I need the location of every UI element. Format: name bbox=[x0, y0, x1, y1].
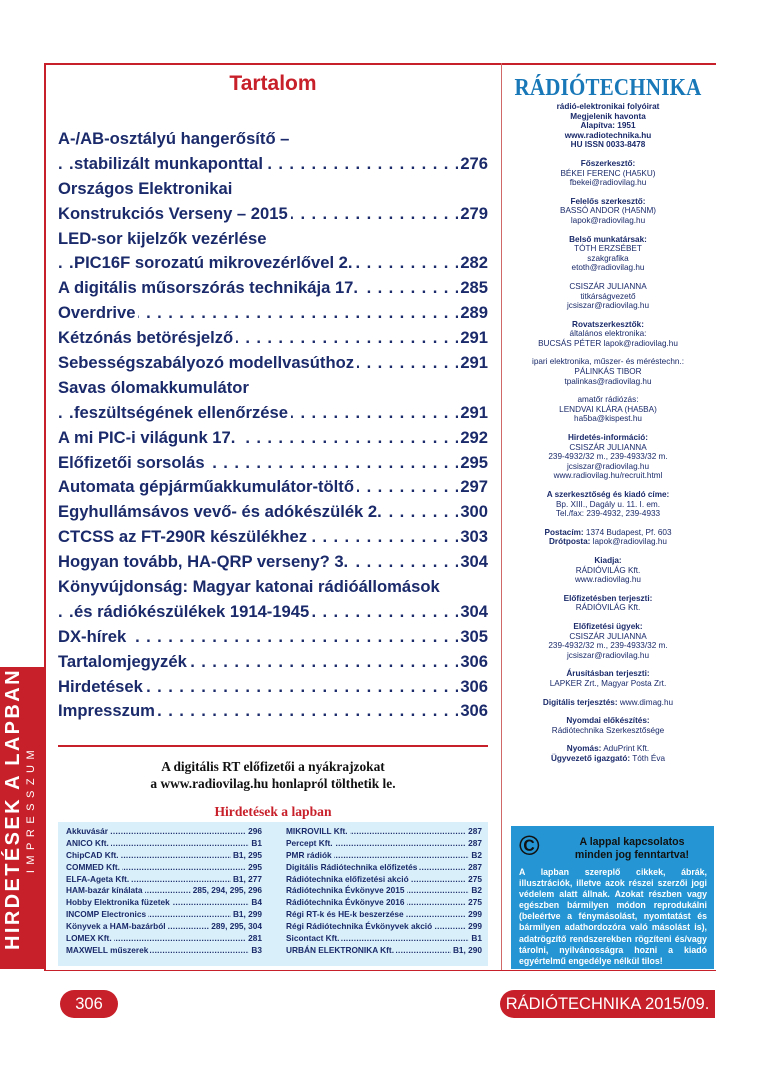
impressum-block bbox=[508, 490, 708, 519]
toc-entry bbox=[58, 575, 488, 600]
toc-entry-title: Impresszum bbox=[58, 701, 158, 720]
impressum-block-line bbox=[508, 698, 708, 708]
toc-entry-page: 292 bbox=[458, 426, 488, 451]
ad-entry-page: B4 bbox=[251, 897, 262, 908]
toc-entry-title: A digitális műsorszórás technikája 17. bbox=[58, 278, 361, 297]
ad-entry-name: Régi RT-k és HE-k beszerzése bbox=[286, 909, 404, 920]
impressum-block-line: lapok@radiovilag.hu bbox=[570, 215, 646, 225]
impressum-block-line: jcsiszar@radiovilag.hu bbox=[566, 650, 650, 660]
impressum-block bbox=[508, 433, 708, 481]
ad-entry-name: ChipCAD Kft. bbox=[66, 849, 119, 860]
toc-entry-title: PIC16F sorozatú mikrovezérlővel 2. bbox=[74, 253, 356, 272]
toc-entry bbox=[58, 301, 488, 326]
ad-entry bbox=[286, 862, 482, 874]
impressum-block bbox=[508, 395, 708, 424]
toc-entry-page: 291 bbox=[458, 351, 488, 376]
impressum-block-line: jcsiszar@radiovilag.hu bbox=[566, 461, 650, 471]
impressum-block-line: fbekei@radiovilag.hu bbox=[569, 178, 647, 188]
impressum-block-line: 239-4932/32 m., 239-4933/32 m. bbox=[548, 641, 668, 651]
impressum-intro-line: Megjelenik havonta bbox=[570, 111, 646, 121]
toc-entry-title: Országos Elektronikai bbox=[58, 179, 235, 198]
toc-entry-page: 276 bbox=[458, 152, 488, 177]
ad-entry bbox=[286, 874, 482, 886]
ad-entry bbox=[66, 909, 262, 921]
toc-entry bbox=[58, 550, 488, 575]
impressum-block-line: ha5ba@kispest.hu bbox=[574, 414, 642, 424]
magazine-logo: RÁDIÓTECHNIKA bbox=[514, 73, 702, 101]
impressum-block bbox=[508, 197, 708, 226]
impressum-block-heading: Belső munkatársak: bbox=[569, 234, 647, 244]
impressum-block-line: Bp. XIII., Dagály u. 11. I. em. bbox=[555, 499, 661, 509]
impressum-block bbox=[508, 320, 708, 349]
toc-entry-page: 282 bbox=[458, 251, 488, 276]
impressum-block-line: PÁLINKÁS TIBOR bbox=[574, 367, 642, 377]
download-note-line-1: A digitális RT előfizetői a nyákrajzokat bbox=[161, 759, 385, 774]
ad-entry-page: B1, 277 bbox=[232, 873, 262, 884]
ad-entry-name: INCOMP Electronics bbox=[66, 909, 147, 920]
ad-entry-page: 295 bbox=[248, 861, 262, 872]
ad-entry-name: Rádiótechnika Évkönyve 2016 bbox=[286, 897, 405, 908]
impressum-block-heading: Főszerkesztő: bbox=[580, 158, 636, 168]
ad-entry-name: Rádiótechnika előfizetési akció bbox=[286, 873, 409, 884]
ad-entry-page: 287 bbox=[468, 837, 482, 848]
ad-entry-page: 299 bbox=[468, 909, 482, 920]
impressum-intro-line: HU ISSN 0033-8478 bbox=[570, 140, 646, 150]
impressum-block-line: RÁDIÓVILÁG Kft. bbox=[575, 603, 641, 613]
toc-entry bbox=[58, 351, 488, 376]
ad-entry-name: MIKROVILL Kft. bbox=[286, 826, 348, 836]
impressum-block-line: BUCSÁS PÉTER lapok@radiovilag.hu bbox=[538, 338, 678, 348]
toc-entry bbox=[58, 276, 488, 301]
toc-entry-page: 305 bbox=[458, 625, 488, 650]
toc-entry bbox=[58, 500, 488, 525]
ads-title: Hirdetések a lapban bbox=[214, 804, 332, 819]
toc-entry-title: Egyhullámsávos vevő- és adókészülék 2. bbox=[58, 502, 385, 521]
ad-entry bbox=[66, 838, 262, 850]
ad-entry-name: Könyvek a HAM-bazárból bbox=[66, 921, 166, 932]
toc-entry bbox=[58, 376, 488, 401]
toc-entry-page: 306 bbox=[458, 675, 488, 700]
impressum-block-line: TÓTH ERZSÉBET bbox=[574, 244, 642, 254]
impressum-line-value: lapok@radiovilag.hu bbox=[590, 537, 667, 547]
impressum-block bbox=[508, 744, 708, 763]
ad-entry bbox=[286, 826, 482, 838]
toc-entry bbox=[58, 699, 488, 724]
ad-entry bbox=[286, 850, 482, 862]
ad-entry bbox=[286, 909, 482, 921]
ad-entry-page: 281 bbox=[248, 933, 262, 944]
impressum-block bbox=[508, 556, 708, 585]
impressum-line-label: Postacím: bbox=[544, 527, 584, 537]
toc-title: Tartalom bbox=[229, 72, 317, 95]
toc-divider bbox=[58, 745, 488, 747]
impressum-block-line bbox=[508, 528, 708, 538]
download-note bbox=[58, 758, 488, 792]
impressum-block bbox=[508, 282, 708, 311]
impressum-line-label: Digitális terjesztés: bbox=[542, 697, 618, 707]
ad-entry-page: 275 bbox=[468, 897, 482, 908]
ad-entry-name: LOMEX Kft. bbox=[66, 933, 112, 944]
copyright-icon: © bbox=[519, 830, 540, 861]
toc-entry-page: 295 bbox=[458, 451, 488, 476]
impressum-block bbox=[508, 594, 708, 613]
toc-entry-title: Könyvújdonság: Magyar katonai rádióállomások bbox=[58, 577, 443, 596]
impressum-block bbox=[508, 669, 708, 688]
toc-entry-page: 304 bbox=[458, 550, 488, 575]
ad-entry-name: HAM-bazár kínálata bbox=[66, 885, 143, 896]
toc-entry-title: DX-hírek bbox=[58, 627, 129, 646]
ad-entry-page: 289, 295, 304 bbox=[211, 921, 262, 932]
toc-entry bbox=[58, 251, 488, 276]
impressum-intro-line: www.radiotechnika.hu bbox=[564, 130, 652, 140]
toc-entry bbox=[58, 326, 488, 351]
toc-entry-title: Konstrukciós Verseny – 2015 bbox=[58, 204, 291, 223]
ad-entry bbox=[286, 945, 482, 957]
toc-entry bbox=[58, 525, 488, 550]
page-number: 306 bbox=[60, 990, 118, 1018]
ad-entry-page: B1 bbox=[471, 933, 482, 944]
top-rule bbox=[44, 63, 716, 65]
toc-entry-title: Overdrive bbox=[58, 303, 138, 322]
impressum-block-line: www.radiovilag.hu bbox=[575, 575, 641, 585]
toc-entry-title: LED-sor kijelzők vezérlése bbox=[58, 229, 269, 248]
copyright-box bbox=[511, 826, 714, 969]
toc-entry-page: 306 bbox=[458, 699, 488, 724]
impressum-block-heading: Hirdetés-információ: bbox=[567, 433, 649, 443]
ad-entry-page: B2 bbox=[471, 885, 482, 896]
toc-entry-title: Automata gépjárműakkumulátor-töltő bbox=[58, 477, 357, 496]
ad-entry bbox=[66, 874, 262, 886]
toc-entry-title: A mi PIC-i világunk 17. bbox=[58, 428, 238, 447]
toc-entry bbox=[58, 451, 488, 476]
ad-entry-name: ELFA-Ageta Kft. bbox=[66, 873, 130, 884]
copyright-heading-1: A lappal kapcsolatos bbox=[579, 836, 685, 848]
ad-entry-page: B1, 290 bbox=[452, 944, 482, 955]
toc-entry-page: 289 bbox=[458, 301, 488, 326]
toc-entry bbox=[58, 127, 488, 152]
impressum-block-line: CSISZÁR JULIANNA bbox=[569, 281, 647, 291]
impressum-block-line: LAPKER Zrt., Magyar Posta Zrt. bbox=[549, 678, 667, 688]
toc-entry bbox=[58, 401, 488, 426]
copyright-text: A lapban szereplő cikkek, ábrák, illusztrációk, illetve azok részei szerzői jogi védelem alatt állnak. Azokat részben vagy egészben bármilyen módon reprodukálni (beleértve a fénymásolást, nyomtatást és bármilyen adathordozóra való másolást is), adatrögzítő rendszerekben rögzíteni és/vagy tárolni, nyilvánosságra hozni a kiadó egyértelmű engedélye nélkül tilos! bbox=[519, 867, 707, 966]
copyright-heading bbox=[555, 836, 709, 862]
column-divider bbox=[501, 63, 502, 971]
impressum-line-value: AduPrint Kft. bbox=[601, 744, 650, 754]
impressum-block-line: CSISZÁR JULIANNA bbox=[569, 442, 647, 452]
impressum-block-line: szakgrafika bbox=[587, 253, 629, 263]
ads-column-2 bbox=[286, 826, 482, 957]
ad-entry-name: Digitális Rádiótechnika előfizetés bbox=[286, 861, 418, 872]
impressum-block-heading: A szerkesztőség és kiadó címe: bbox=[546, 490, 670, 499]
toc-entry bbox=[58, 675, 488, 700]
ad-entry-page: B1, 295 bbox=[232, 849, 262, 860]
impressum-block-line: ipari elektronika, műszer- és méréstechn.: bbox=[532, 357, 684, 367]
toc-entry bbox=[58, 625, 488, 650]
toc-entry bbox=[58, 177, 488, 202]
toc-entry-title: Savas ólomakkumulátor bbox=[58, 378, 252, 397]
impressum-line-value: Tóth Éva bbox=[630, 753, 666, 763]
ad-entry-page: 285, 294, 295, 296 bbox=[192, 885, 262, 896]
impressum-block bbox=[508, 716, 708, 735]
toc-entry bbox=[58, 600, 488, 625]
ad-entry-name: Akkuvásár bbox=[66, 826, 108, 836]
impressum-block-line: titkárságvezető bbox=[580, 291, 636, 301]
impressum-block-line: Tel./fax: 239-4932, 239-4933 bbox=[555, 509, 661, 519]
impressum-line-label: Nyomás: bbox=[566, 744, 602, 754]
toc-entry bbox=[58, 426, 488, 451]
impressum-block-line: általános elektronika: bbox=[569, 329, 647, 339]
ad-entry bbox=[66, 897, 262, 909]
ad-entry-name: PMR rádiók bbox=[286, 849, 332, 860]
impressum-block-heading: Nyomdai előkészítés: bbox=[566, 716, 650, 726]
toc-entry-title: Tartalomjegyzék bbox=[58, 652, 190, 671]
ad-entry-page: 296 bbox=[248, 826, 262, 836]
ad-entry-name: ANICO Kft. bbox=[66, 837, 109, 848]
impressum-block-line: RÁDIÓVILÁG Kft. bbox=[575, 565, 641, 575]
toc-entry-page: 279 bbox=[458, 202, 488, 227]
impressum-block bbox=[508, 235, 708, 273]
toc-entry-title: Kétzónás betörésjelző bbox=[58, 328, 236, 347]
toc-entry bbox=[58, 475, 488, 500]
impressum-line-label: Drótposta: bbox=[549, 537, 591, 547]
toc-entry-page: 304 bbox=[458, 600, 488, 625]
impressum-block bbox=[508, 698, 708, 708]
side-tab-subtitle: IMPRESSZUM bbox=[25, 744, 37, 874]
ad-entry-page: B1 bbox=[251, 837, 262, 848]
toc-entry bbox=[58, 152, 488, 177]
impressum-intro-line: Alapítva: 1951 bbox=[580, 121, 636, 131]
ad-entry-page: 299 bbox=[468, 921, 482, 932]
toc-entry-page: 285 bbox=[458, 276, 488, 301]
impressum-block bbox=[508, 622, 708, 660]
ad-entry-name: Rádiótechnika Évkönyve 2015 bbox=[286, 885, 405, 896]
ad-entry bbox=[286, 885, 482, 897]
toc-list bbox=[58, 127, 488, 724]
toc-entry-title: feszültségének ellenőrzése bbox=[74, 403, 291, 422]
impressum-block-line: BÉKEI FERENC (HA5KU) bbox=[560, 168, 656, 178]
ad-entry bbox=[66, 862, 262, 874]
impressum-block-line: jcsiszar@radiovilag.hu bbox=[566, 301, 650, 311]
ad-entry bbox=[286, 838, 482, 850]
impressum-block-heading: Kiadja: bbox=[594, 555, 622, 565]
toc-entry-page: 291 bbox=[458, 401, 488, 426]
ad-entry-page: B1, 299 bbox=[232, 909, 262, 920]
ad-entry-name: Hobby Elektronika füzetek bbox=[66, 897, 170, 908]
toc-entry-title: Sebességszabályozó modellvasúthoz bbox=[58, 353, 357, 372]
ad-entry-page: 287 bbox=[468, 826, 482, 836]
impressum-block-line: 239-4932/32 m., 239-4933/32 m. bbox=[548, 452, 668, 462]
impressum-line-value: 1374 Budapest, Pf. 603 bbox=[583, 527, 672, 537]
ads-column-1 bbox=[66, 826, 262, 957]
toc-entry-title: Előfizetői sorsolás bbox=[58, 453, 208, 472]
impressum-block bbox=[508, 528, 708, 547]
ad-entry bbox=[286, 933, 482, 945]
impressum-block-line: www.radiovilag.hu/recruit.html bbox=[553, 471, 663, 481]
impressum-block-line: amatőr rádiózás: bbox=[577, 395, 639, 405]
toc-entry-page: 306 bbox=[458, 650, 488, 675]
ad-entry-page: 287 bbox=[468, 861, 482, 872]
copyright-heading-2: minden jog fenntartva! bbox=[574, 849, 690, 861]
bottom-rule bbox=[44, 970, 716, 971]
ad-entry-page: B3 bbox=[251, 944, 262, 955]
impressum-block-line: CSISZÁR JULIANNA bbox=[569, 631, 647, 641]
impressum-block-heading: Árusításban terjeszti: bbox=[566, 669, 650, 679]
ad-entry bbox=[66, 850, 262, 862]
impressum-block-line bbox=[508, 744, 708, 754]
impressum-block-line bbox=[508, 537, 708, 547]
toc-entry-title: Hirdetések bbox=[58, 677, 146, 696]
impressum-block-line: BASSÓ ANDOR (HA5NM) bbox=[560, 206, 656, 216]
impressum-block-heading: Rovatszerkesztők: bbox=[572, 319, 644, 329]
toc-entry bbox=[58, 650, 488, 675]
ad-entry bbox=[286, 897, 482, 909]
toc-entry bbox=[58, 202, 488, 227]
impressum-block-line: LENDVAI KLÁRA (HA5BA) bbox=[559, 404, 657, 414]
impressum-intro-line: rádió-elektronikai folyóirat bbox=[556, 102, 660, 111]
toc-entry-title: A-/AB-osztályú hangerősítő – bbox=[58, 129, 292, 148]
impressum-block-line: etoth@radiovilag.hu bbox=[571, 263, 645, 273]
toc-entry bbox=[58, 227, 488, 252]
ad-entry-page: 275 bbox=[468, 873, 482, 884]
impressum bbox=[508, 74, 708, 772]
download-note-line-2: a www.radiovilag.hu honlapról tölthetik le. bbox=[150, 776, 396, 791]
ad-entry bbox=[66, 921, 262, 933]
ad-entry-name: Percept Kft. bbox=[286, 837, 333, 848]
ad-entry bbox=[66, 826, 262, 838]
ad-entry bbox=[66, 945, 262, 957]
ad-entry-name: Régi Rádiótechnika Évkönyvek akció bbox=[286, 921, 433, 932]
toc-entry-title: és rádiókészülékek 1914-1945 bbox=[74, 602, 312, 621]
toc-entry-page: 300 bbox=[458, 500, 488, 525]
ad-entry-name: MAXWELL műszerek bbox=[66, 944, 149, 955]
impressum-intro bbox=[508, 102, 708, 150]
impressum-block-line: Rádiótechnika Szerkesztősége bbox=[551, 725, 665, 735]
toc-entry-title: stabilizált munkaponttal bbox=[74, 154, 266, 173]
ad-entry-name: COMMED Kft. bbox=[66, 861, 120, 872]
impressum-line-label: Ügyvezető igazgató: bbox=[550, 753, 631, 763]
impressum-block bbox=[508, 357, 708, 386]
impressum-block-heading: Előfizetési ügyek: bbox=[573, 621, 643, 631]
impressum-block-line: tpalinkas@radiovilag.hu bbox=[564, 376, 652, 386]
impressum-block-heading: Felelős szerkesztő: bbox=[570, 196, 646, 206]
ad-entry bbox=[66, 933, 262, 945]
toc-entry-page: 291 bbox=[458, 326, 488, 351]
toc-entry-page: 297 bbox=[458, 475, 488, 500]
toc-entry-title: CTCSS az FT-290R készülékhez bbox=[58, 527, 310, 546]
ad-entry-name: URBÁN ELEKTRONIKA Kft. bbox=[286, 944, 395, 955]
ad-entry bbox=[286, 921, 482, 933]
impressum-line-value: www.dimag.hu bbox=[617, 697, 674, 707]
impressum-block bbox=[508, 159, 708, 188]
toc-entry-title: Hogyan tovább, HA-QRP verseny? 3. bbox=[58, 552, 351, 571]
footer-magazine-issue: RÁDIÓTECHNIKA 2015/09. bbox=[500, 990, 715, 1018]
ad-entry-page: B2 bbox=[471, 849, 482, 860]
toc-entry-page: 303 bbox=[458, 525, 488, 550]
side-tab-title: HIRDETÉSEK A LAPBAN bbox=[2, 668, 24, 950]
ad-entry-name: Sicontact Kft. bbox=[286, 933, 340, 944]
ad-entry bbox=[66, 885, 262, 897]
impressum-block-line bbox=[508, 754, 708, 764]
impressum-block-heading: Előfizetésben terjeszti: bbox=[563, 593, 653, 603]
